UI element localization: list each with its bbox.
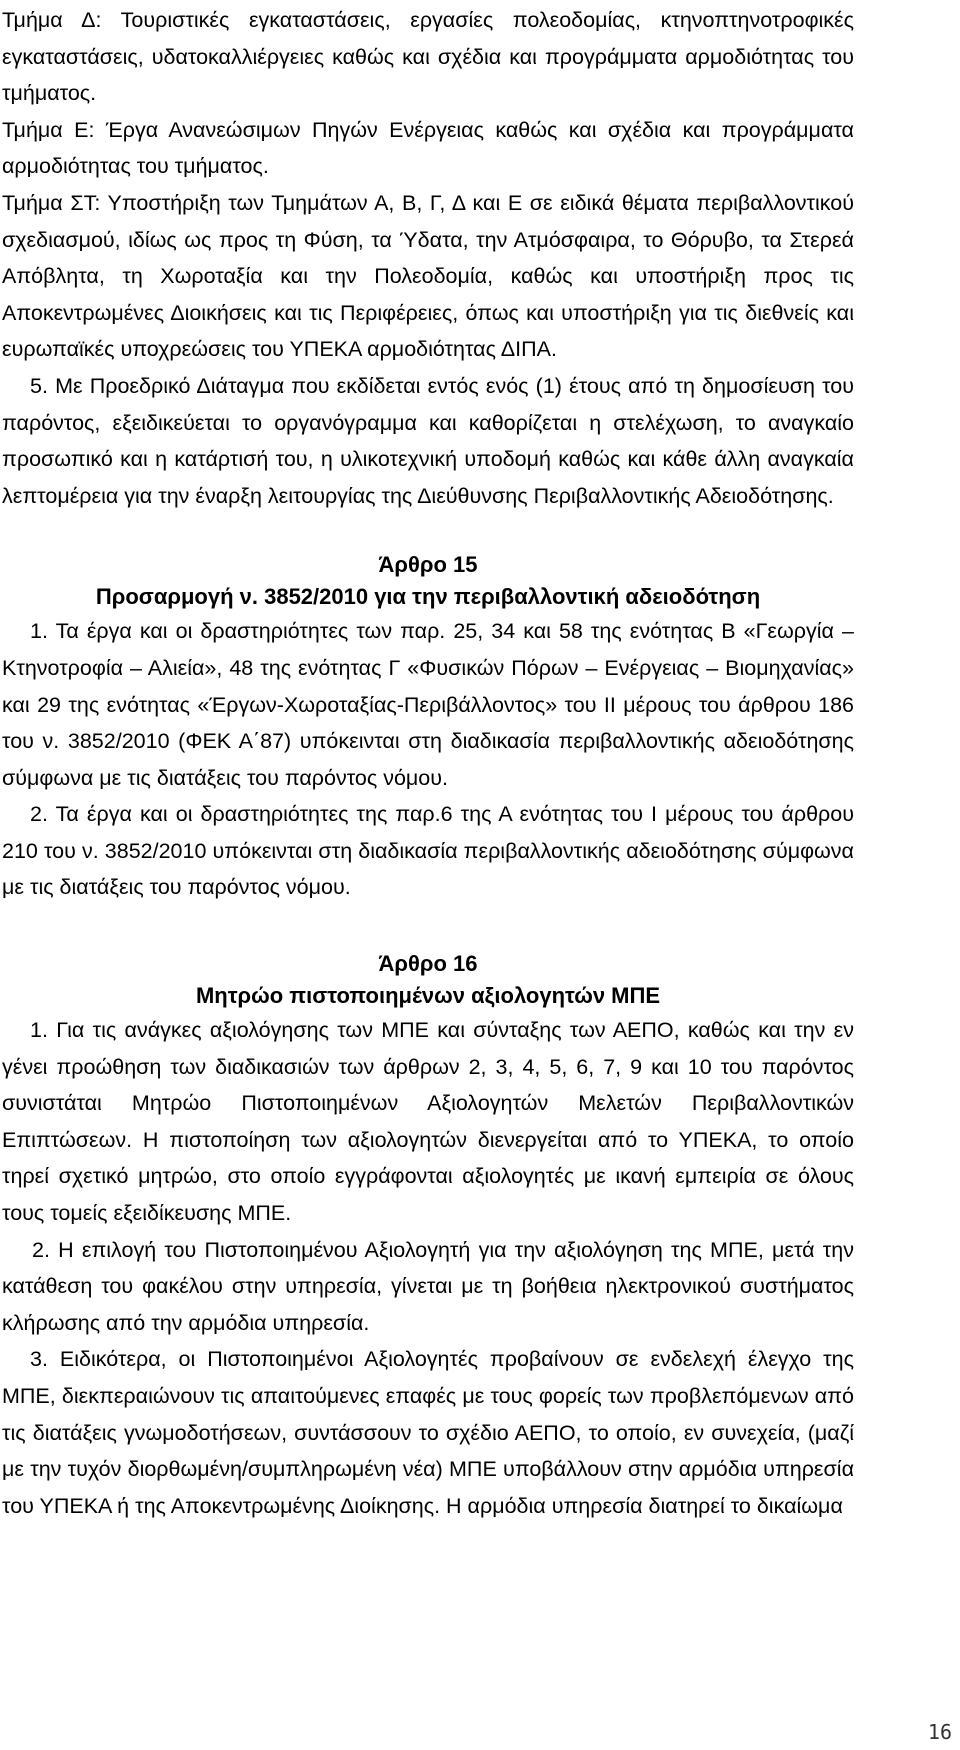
article-15-paragraph-1: 1. Τα έργα και οι δραστηριότητες των παρ. 25, 34 και 58 της ενότητας Β «Γεωργία – Κτηνοτροφία – Αλιεία», 48 της ενότητας Γ «Φυσικών Πόρων – Ενέργειας – Βιομηχανίας» και 29 της ενότητας «Έργων-Χωροταξίας-Περιβάλλοντος» του ΙΙ μέρους του άρθρου 186 του ν. 3852/2010 (ΦΕΚ Α΄87) υπόκεινται στη διαδικασία περιβαλλοντικής αδειοδότησης σύμφωνα με τις διατάξεις του παρόντος νόμου. — [2, 619, 854, 790]
article-16-paragraph-3: 3. Ειδικότερα, οι Πιστοποιημένοι Αξιολογητές προβαίνουν σε ενδελεχή έλεγχο της ΜΠΕ, διεκπεραιώνουν τις απαιτούμενες επαφές με τους φορείς των προβλεπόμενων από τις διατάξεις γνωμοδοτήσεων, συντάσσουν το σχέδιο ΑΕΠΟ, το οποίο, εν συνεχεία, (μαζί με την τυχόν διορθωμένη/συμπληρωμένη νέα) ΜΠΕ υποβάλλουν στην αρμόδια υπηρεσία του ΥΠΕΚΑ ή της Αποκεντρωμένης Διοίκησης. Η αρμόδια υπηρεσία διατηρεί το δικαίωμα — [2, 1347, 854, 1518]
section-st-paragraph: Τμήμα ΣΤ: Υποστήριξη των Τμημάτων Α, Β, Γ, Δ και Ε σε ειδικά θέματα περιβαλλοντικού σχεδιασμού, ιδίως ως προς τη Φύση, τα Ύδατα, την Ατμόσφαιρα, το Θόρυβο, τα Στερεά Απόβλητα, τη Χωροταξία και την Πολεοδομία, καθώς και υποστήριξη προς τις Αποκεντρωμένες Διοικήσεις και τις Περιφέρειες, όπως και υποστήριξη για τις διεθνείς και ευρωπαϊκές υποχρεώσεις του ΥΠΕΚΑ αρμοδιότητας ΔΙΠΑ. — [2, 190, 854, 362]
article-16-number: Άρθρο 16 — [378, 951, 478, 977]
document-body — [2, 2, 854, 1524]
section-d-paragraph: Τμήμα Δ: Τουριστικές εγκαταστάσεις, εργασίες πολεοδομίας, κτηνοπτηνοτροφικές εγκαταστάσεις, υδατοκαλλιέργειες καθώς και σχέδια και προγράμματα αρμοδιότητας του τμήματος. — [2, 8, 854, 106]
paragraph-5: 5. Με Προεδρικό Διάταγμα που εκδίδεται εντός ενός (1) έτους από τη δημοσίευση του παρόντος, εξειδικεύεται το οργανόγραμμα και καθορίζεται η στελέχωση, το αναγκαίο προσωπικό και η κατάρτισή του, η υλικοτεχνική υποδομή καθώς και κάθε άλλη αναγκαία λεπτομέρεια για την έναρξη λειτουργίας της Διεύθυνσης Περιβαλλοντικής Αδειοδότησης. — [2, 373, 854, 508]
article-15-number: Άρθρο 15 — [378, 552, 478, 578]
article-16-paragraph-2: 2. Η επιλογή του Πιστοποιημένου Αξιολογητή για την αξιολόγηση της ΜΠΕ, μετά την κατάθεση του φακέλου στην υπηρεσία, γίνεται με τη βοήθεια ηλεκτρονικού συστήματος κλήρωσης από την αρμόδια υπηρεσία. — [2, 1237, 854, 1335]
section-e-paragraph: Τμήμα Ε: Έργα Ανανεώσιμων Πηγών Ενέργειας καθώς και σχέδια και προγράμματα αρμοδιότητας του τμήματος. — [2, 117, 854, 179]
article-16-title: Μητρώο πιστοποιημένων αξιολογητών ΜΠΕ — [195, 983, 661, 1009]
article-15-title: Προσαρμογή ν. 3852/2010 για την περιβαλλοντική αδειοδότηση — [95, 584, 761, 610]
page-number: 16 — [927, 1720, 952, 1744]
article-16-paragraph-1: 1. Για τις ανάγκες αξιολόγησης των ΜΠΕ και σύνταξης των ΑΕΠΟ, καθώς και την εν γένει προώθηση των διαδικασιών των άρθρων 2, 3, 4, 5, 6, 7, 9 και 10 του παρόντος συνιστάται Μητρώο Πιστοποιημένων Αξιολογητών Μελετών Περιβαλλοντικών Επιπτώσεων. Η πιστοποίηση των αξιολογητών διενεργείται από το ΥΠΕΚΑ, το οποίο τηρεί σχετικό μητρώο, στο οποίο εγγράφονται αξιολογητές με ικανή εμπειρία σε όλους τους τομείς εξειδίκευσης ΜΠΕ. — [2, 1018, 854, 1226]
article-15-paragraph-2: 2. Τα έργα και οι δραστηριότητες της παρ.6 της Α ενότητας του Ι μέρους του άρθρου 210 του ν. 3852/2010 υπόκεινται στη διαδικασία περιβαλλοντικής αδειοδότησης σύμφωνα με τις διατάξεις του παρόντος νόμου. — [2, 802, 854, 900]
